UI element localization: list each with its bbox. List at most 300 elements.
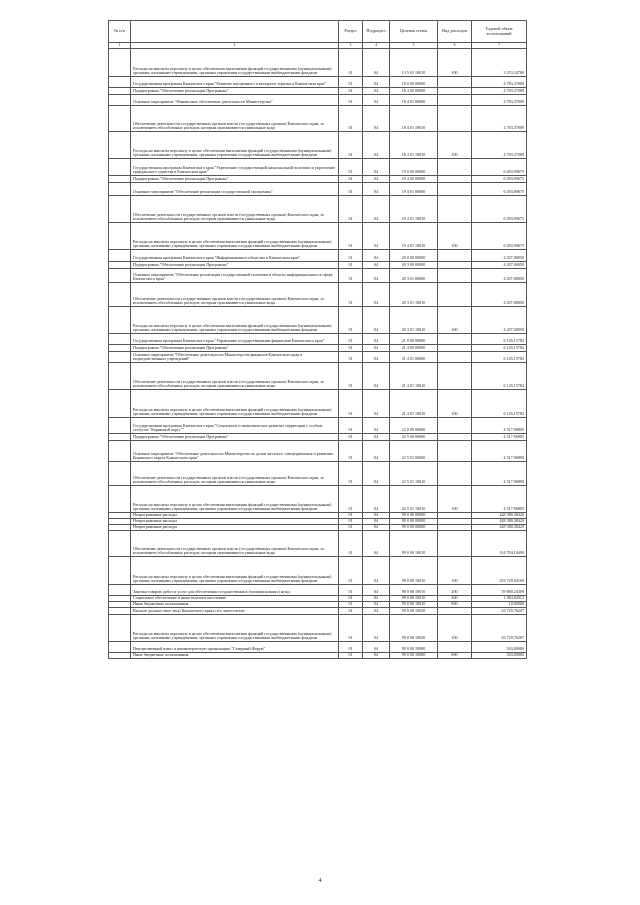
sum-cell: 4 207,00050: [472, 307, 527, 334]
table-row: [109, 557, 527, 585]
num-cell: [109, 531, 131, 557]
name-cell: Основное мероприятие "Финансовое обеспечение деятельности Министерства": [131, 95, 339, 106]
num-cell: [109, 486, 131, 513]
sum-cell: 4 207,00050: [472, 269, 527, 283]
razdel-cell: 01: [339, 250, 363, 262]
num-cell: [109, 132, 131, 159]
num-cell: [109, 196, 131, 223]
sum-cell: 6 493,90675: [472, 223, 527, 250]
vr-cell: [438, 434, 472, 441]
vr-cell: 100: [438, 486, 472, 513]
num-cell: [109, 390, 131, 418]
header-vr: Вид расходов: [438, 21, 472, 43]
razdel-cell: 01: [339, 642, 363, 653]
header-csr: Целевая статья: [390, 21, 438, 43]
table-row: [109, 608, 527, 615]
podrazdel-cell: 04: [363, 106, 390, 132]
podrazdel-cell: 04: [363, 486, 390, 513]
podrazdel-cell: 04: [363, 262, 390, 269]
sum-cell: 6 145,15782: [472, 363, 527, 390]
vr-cell: [438, 106, 472, 132]
name-cell: Обеспечение деятельности государственных органов власти (государственных органов) Камчатского края, за исключением обособленных расходов, которым присваиваются уникальные коды: [131, 196, 339, 223]
csr-cell: 99 0 00 10010: [390, 557, 438, 585]
vr-cell: [438, 196, 472, 223]
razdel-cell: 01: [339, 513, 363, 519]
razdel-cell: 01: [339, 223, 363, 250]
table-row: [109, 642, 527, 653]
budget-allocation-table: [108, 20, 527, 659]
name-cell: Обеспечение деятельности государственных органов власти (государственных органов) Камчатского края, за исключением обособленных расходов, которым присваиваются уникальные коды: [131, 283, 339, 307]
name-cell: Государственная программа Камчатского края "Социальное и экономическое развитие территории с особым статусом "Корякский округ"": [131, 418, 339, 434]
num-cell: [109, 608, 131, 615]
table-row: [109, 269, 527, 283]
sum-cell: 6 493,90675: [472, 159, 527, 176]
podrazdel-cell: 04: [363, 434, 390, 441]
table-row: [109, 434, 527, 441]
csr-cell: 20 3 01 10010: [390, 307, 438, 334]
csr-cell: 21 4 01 10010: [390, 390, 438, 418]
num-cell: [109, 262, 131, 269]
vr-cell: 100: [438, 49, 472, 77]
num-cell: [109, 106, 131, 132]
name-cell: Непрограммные расходы: [131, 519, 339, 525]
csr-cell: 99 0 00 10010: [390, 531, 438, 557]
csr-cell: 19 4 01 00000: [390, 183, 438, 196]
razdel-cell: 01: [339, 486, 363, 513]
name-cell: Расходы на выплаты персоналу в целях обеспечения выполнения функций государственными (муниципальными) органами, казенными учреждениями, органами управления государственными внебюджетными фондами: [131, 615, 339, 642]
csr-cell: 19 0 00 00000: [390, 159, 438, 176]
podrazdel-cell: 04: [363, 283, 390, 307]
razdel-cell: 01: [339, 183, 363, 196]
sum-cell: 6 493,90675: [472, 176, 527, 183]
csr-cell: 22 5 01 10010: [390, 462, 438, 486]
num-cell: [109, 223, 131, 250]
index-cell: 5: [390, 43, 438, 49]
num-cell: [109, 269, 131, 283]
num-cell: [109, 95, 131, 106]
vr-cell: [438, 88, 472, 95]
csr-cell: 20 0 00 00000: [390, 250, 438, 262]
vr-cell: [438, 363, 472, 390]
razdel-cell: 01: [339, 585, 363, 596]
csr-cell: 21 4 01 00000: [390, 352, 438, 363]
index-cell: 3: [339, 43, 363, 49]
num-cell: [109, 176, 131, 183]
name-cell: Подпрограмма "Обеспечение реализации Программы": [131, 262, 339, 269]
sum-cell: 428 380,38420: [472, 525, 527, 531]
razdel-cell: 01: [339, 602, 363, 608]
podrazdel-cell: 04: [363, 653, 390, 659]
razdel-cell: 01: [339, 269, 363, 283]
podrazdel-cell: 04: [363, 462, 390, 486]
podrazdel-cell: 04: [363, 642, 390, 653]
podrazdel-cell: 04: [363, 49, 390, 77]
csr-cell: 18 0 00 00000: [390, 77, 438, 88]
num-cell: [109, 363, 131, 390]
sum-cell: 4 317,96805: [472, 418, 527, 434]
name-cell: Подпрограмма "Обеспечение реализации Программы": [131, 88, 339, 95]
podrazdel-cell: 04: [363, 95, 390, 106]
table-row: [109, 352, 527, 363]
vr-cell: [438, 283, 472, 307]
csr-cell: 99 0 00 10010: [390, 585, 438, 596]
table-row: [109, 77, 527, 88]
vr-cell: 100: [438, 615, 472, 642]
sum-cell: 428 380,38420: [472, 513, 527, 519]
csr-cell: 22 5 01 10010: [390, 486, 438, 513]
name-cell: Обеспечение деятельности государственных органов власти (государственных органов) Камчатского края, за исключением обособленных расходов, которым присваиваются уникальные коды: [131, 462, 339, 486]
num-cell: [109, 283, 131, 307]
csr-cell: 21 4 01 10010: [390, 363, 438, 390]
num-cell: [109, 345, 131, 352]
table-row: [109, 653, 527, 659]
vr-cell: 800: [438, 653, 472, 659]
sum-cell: 6 145,15782: [472, 345, 527, 352]
razdel-cell: 01: [339, 653, 363, 659]
podrazdel-cell: 04: [363, 531, 390, 557]
name-cell: Государственная программа Камчатского края "Укрепление государственной национальной политики и укрепление гражданского единства в Камчатском крае": [131, 159, 339, 176]
razdel-cell: 01: [339, 531, 363, 557]
podrazdel-cell: 04: [363, 88, 390, 95]
sum-cell: 4 783,37009: [472, 132, 527, 159]
num-cell: [109, 334, 131, 345]
sum-cell: 4 783,37009: [472, 95, 527, 106]
table-row: [109, 585, 527, 596]
csr-cell: 22 0 00 00000: [390, 418, 438, 434]
razdel-cell: 01: [339, 283, 363, 307]
name-cell: Подпрограмма "Обеспечение реализации Программы": [131, 176, 339, 183]
podrazdel-cell: 04: [363, 223, 390, 250]
table-header-row: [109, 21, 527, 43]
sum-cell: 4 783,37009: [472, 88, 527, 95]
razdel-cell: 01: [339, 132, 363, 159]
vr-cell: [438, 608, 472, 615]
razdel-cell: 01: [339, 196, 363, 223]
podrazdel-cell: 04: [363, 363, 390, 390]
name-cell: Расходы на выплаты персоналу в целях обеспечения выполнения функций государственными (муниципальными) органами, казенными учреждениями, органами управления государственными внебюджетными фондами: [131, 132, 339, 159]
vr-cell: [438, 352, 472, 363]
podrazdel-cell: 04: [363, 513, 390, 519]
podrazdel-cell: 04: [363, 176, 390, 183]
razdel-cell: 01: [339, 77, 363, 88]
razdel-cell: 01: [339, 95, 363, 106]
vr-cell: [438, 642, 472, 653]
table-row: [109, 363, 527, 390]
podrazdel-cell: 04: [363, 334, 390, 345]
name-cell: Непрограммные расходы: [131, 513, 339, 519]
vr-cell: [438, 531, 472, 557]
razdel-cell: 01: [339, 462, 363, 486]
csr-cell: 99 0 00 10020: [390, 615, 438, 642]
podrazdel-cell: 04: [363, 557, 390, 585]
header-sum: Годовой объем ассигнований: [472, 21, 527, 43]
sum-cell: 4 207,00050: [472, 262, 527, 269]
num-cell: [109, 418, 131, 434]
num-cell: [109, 653, 131, 659]
podrazdel-cell: 04: [363, 525, 390, 531]
table-row: [109, 307, 527, 334]
sum-cell: 6 145,15782: [472, 352, 527, 363]
razdel-cell: 01: [339, 88, 363, 95]
name-cell: Государственная программа Камчатского края "Развитие внутреннего и въездного туризма в Камчатском крае": [131, 77, 339, 88]
sum-cell: 4 317,96805: [472, 462, 527, 486]
name-cell: Высшее должностное лицо Камчатского края и его заместители: [131, 608, 339, 615]
razdel-cell: 01: [339, 390, 363, 418]
sum-cell: 6 145,15782: [472, 334, 527, 345]
sum-cell: 4 207,00050: [472, 250, 527, 262]
table-row: [109, 106, 527, 132]
vr-cell: [438, 441, 472, 462]
name-cell: Подпрограмма "Обеспечение реализации Программы": [131, 434, 339, 441]
num-cell: [109, 49, 131, 77]
podrazdel-cell: 04: [363, 352, 390, 363]
index-cell: 6: [438, 43, 472, 49]
sum-cell: 4 317,96805: [472, 486, 527, 513]
num-cell: [109, 352, 131, 363]
vr-cell: [438, 462, 472, 486]
vr-cell: [438, 269, 472, 283]
sum-cell: 4 783,37009: [472, 106, 527, 132]
num-cell: [109, 585, 131, 596]
table-row: [109, 223, 527, 250]
vr-cell: 100: [438, 307, 472, 334]
header-razdel: Раздел: [339, 21, 363, 43]
podrazdel-cell: 04: [363, 615, 390, 642]
name-cell: Основное мероприятие "Обеспечение деятельности Министерства финансов Камчатского края и подведомственных учреждений": [131, 352, 339, 363]
sum-cell: 253 729,04169: [472, 557, 527, 585]
sum-cell: 63 729,76207: [472, 615, 527, 642]
csr-cell: 20 3 01 00000: [390, 269, 438, 283]
podrazdel-cell: 04: [363, 596, 390, 602]
num-cell: [109, 250, 131, 262]
razdel-cell: 01: [339, 441, 363, 462]
table-row: [109, 390, 527, 418]
num-cell: [109, 557, 131, 585]
podrazdel-cell: 04: [363, 441, 390, 462]
table-row: [109, 486, 527, 513]
num-cell: [109, 642, 131, 653]
podrazdel-cell: 04: [363, 390, 390, 418]
podrazdel-cell: 04: [363, 183, 390, 196]
podrazdel-cell: 04: [363, 307, 390, 334]
csr-cell: 99 0 00 10010: [390, 596, 438, 602]
index-cell: 2: [131, 43, 339, 49]
podrazdel-cell: 04: [363, 159, 390, 176]
name-cell: Расходы на выплаты персоналу в целях обеспечения выполнения функций государственными (муниципальными) органами, казенными учреждениями, органами управления государственными внебюджетными фондами: [131, 223, 339, 250]
razdel-cell: 01: [339, 49, 363, 77]
budget-table-page: [108, 20, 526, 659]
csr-cell: 99 0 00 10080: [390, 653, 438, 659]
table-row: [109, 88, 527, 95]
table-row: [109, 95, 527, 106]
name-cell: Имущественный взнос в некоммерческую организацию "Северный Форум": [131, 642, 339, 653]
name-cell: Социальное обеспечение и иные выплаты населению: [131, 596, 339, 602]
num-cell: [109, 183, 131, 196]
csr-cell: 19 4 01 10010: [390, 223, 438, 250]
sum-cell: 428 380,38420: [472, 519, 527, 525]
razdel-cell: 01: [339, 176, 363, 183]
table-row: [109, 250, 527, 262]
vr-cell: [438, 176, 472, 183]
table-row: [109, 334, 527, 345]
header-num: № п/п: [109, 21, 131, 43]
razdel-cell: 01: [339, 363, 363, 390]
sum-cell: 4 783,37009: [472, 77, 527, 88]
razdel-cell: 01: [339, 352, 363, 363]
num-cell: [109, 434, 131, 441]
name-cell: Расходы на выплаты персоналу в целях обеспечения выполнения функций государственными (муниципальными) органами, казенными учреждениями, органами управления государственными внебюджетными фондами: [131, 557, 339, 585]
sum-cell: 3 253,34780: [472, 49, 527, 77]
csr-cell: 18 4 01 00000: [390, 95, 438, 106]
num-cell: [109, 615, 131, 642]
table-row: [109, 196, 527, 223]
vr-cell: [438, 262, 472, 269]
table-body: [109, 49, 527, 659]
razdel-cell: 01: [339, 262, 363, 269]
razdel-cell: 01: [339, 525, 363, 531]
page-number: 4: [318, 878, 322, 884]
podrazdel-cell: 04: [363, 519, 390, 525]
razdel-cell: 01: [339, 159, 363, 176]
vr-cell: [438, 159, 472, 176]
csr-cell: 18 4 01 10010: [390, 106, 438, 132]
vr-cell: [438, 77, 472, 88]
vr-cell: 100: [438, 132, 472, 159]
podrazdel-cell: 04: [363, 418, 390, 434]
table-row: [109, 462, 527, 486]
csr-cell: 21 0 00 00000: [390, 334, 438, 345]
num-cell: [109, 462, 131, 486]
razdel-cell: 01: [339, 596, 363, 602]
csr-cell: 18 4 00 00000: [390, 88, 438, 95]
podrazdel-cell: 04: [363, 585, 390, 596]
table-row: [109, 441, 527, 462]
name-cell: Основное мероприятие "Обеспечение реализации государственной программы": [131, 183, 339, 196]
name-cell: Основное мероприятие "Обеспечение деятельности Министерства по делам местного самоуправления и развитию Корякского округа Камчатского края": [131, 441, 339, 462]
razdel-cell: 01: [339, 307, 363, 334]
name-cell: Обеспечение деятельности государственных органов власти (государственных органов) Камчатского края, за исключением обособленных расходов, которым присваиваются уникальные коды: [131, 363, 339, 390]
podrazdel-cell: 04: [363, 608, 390, 615]
razdel-cell: 01: [339, 608, 363, 615]
name-cell: Основное мероприятие "Обеспечение реализации государственной политики в области информационного в сфере Камчатского края": [131, 269, 339, 283]
table-row: [109, 49, 527, 77]
table-row: [109, 615, 527, 642]
sum-cell: 63 729,76207: [472, 608, 527, 615]
name-cell: Государственная программа Камчатского края "Информационное общество в Камчатском крае": [131, 250, 339, 262]
header-name: [131, 21, 339, 43]
name-cell: Закупка товаров, работ и услуг для обеспечения государственных (муниципальных) нужд: [131, 585, 339, 596]
csr-cell: 13 5 01 10010: [390, 49, 438, 77]
name-cell: Непрограммные расходы: [131, 525, 339, 531]
csr-cell: 18 4 01 10010: [390, 132, 438, 159]
csr-cell: 19 4 01 10010: [390, 196, 438, 223]
vr-cell: 100: [438, 223, 472, 250]
podrazdel-cell: 04: [363, 345, 390, 352]
sum-cell: 6 493,90675: [472, 196, 527, 223]
podrazdel-cell: 04: [363, 602, 390, 608]
sum-cell: 10,00000: [472, 602, 527, 608]
index-cell: 1: [109, 43, 131, 49]
podrazdel-cell: 04: [363, 132, 390, 159]
name-cell: Расходы на выплаты персоналу в целях обеспечения выполнения функций государственными (муниципальными) органами, казенными учреждениями, органами управления государственными внебюджетными фондами: [131, 390, 339, 418]
sum-cell: 543,00000: [472, 642, 527, 653]
name-cell: Государственная программа Камчатского края "Управление государственными финансами Камчатского края": [131, 334, 339, 345]
csr-cell: 21 4 00 00000: [390, 345, 438, 352]
table-row: [109, 262, 527, 269]
csr-cell: 99 0 00 10080: [390, 642, 438, 653]
index-cell: 7: [472, 43, 527, 49]
razdel-cell: 01: [339, 345, 363, 352]
num-cell: [109, 159, 131, 176]
vr-cell: [438, 183, 472, 196]
vr-cell: [438, 334, 472, 345]
vr-cell: [438, 95, 472, 106]
num-cell: [109, 77, 131, 88]
vr-cell: [438, 418, 472, 434]
csr-cell: 19 4 00 00000: [390, 176, 438, 183]
vr-cell: 800: [438, 602, 472, 608]
razdel-cell: 01: [339, 615, 363, 642]
razdel-cell: 01: [339, 106, 363, 132]
table-row: [109, 176, 527, 183]
vr-cell: 200: [438, 585, 472, 596]
name-cell: Иные бюджетные ассигнования: [131, 653, 339, 659]
sum-cell: 4 207,00050: [472, 283, 527, 307]
sum-cell: 543,00000: [472, 653, 527, 659]
csr-cell: 22 5 00 00000: [390, 434, 438, 441]
csr-cell: 99 0 00 00000: [390, 513, 438, 519]
name-cell: Обеспечение деятельности государственных органов власти (государственных органов) Камчатского края, за исключением обособленных расходов, которым присваиваются уникальные коды: [131, 531, 339, 557]
sum-cell: 59 880,24309: [472, 585, 527, 596]
csr-cell: 99 0 00 00000: [390, 519, 438, 525]
table-row: [109, 283, 527, 307]
name-cell: Иные бюджетные ассигнования: [131, 602, 339, 608]
sum-cell: 4 317,96805: [472, 434, 527, 441]
sum-cell: 4 317,96805: [472, 441, 527, 462]
razdel-cell: 01: [339, 418, 363, 434]
vr-cell: 100: [438, 390, 472, 418]
num-cell: [109, 307, 131, 334]
podrazdel-cell: 04: [363, 250, 390, 262]
csr-cell: 99 0 00 10020: [390, 608, 438, 615]
vr-cell: 300: [438, 596, 472, 602]
name-cell: Расходы на выплаты персоналу в целях обеспечения выполнения функций государственными (муниципальными) органами, казенными учреждениями, органами управления государственными внебюджетными фондами: [131, 307, 339, 334]
header-podrazdel: Подраздел: [363, 21, 390, 43]
name-cell: Расходы на выплаты персоналу в целях обеспечения выполнения функций государственными (муниципальными) органами, казенными учреждениями, органами управления государственными внебюджетными фондами: [131, 49, 339, 77]
csr-cell: 20 3 01 10010: [390, 283, 438, 307]
table-row: [109, 531, 527, 557]
vr-cell: 100: [438, 557, 472, 585]
razdel-cell: 01: [339, 434, 363, 441]
num-cell: [109, 441, 131, 462]
csr-cell: 20 3 00 00000: [390, 262, 438, 269]
sum-cell: 1 084,82012: [472, 596, 527, 602]
podrazdel-cell: 04: [363, 77, 390, 88]
num-cell: [109, 88, 131, 95]
vr-cell: [438, 250, 472, 262]
csr-cell: 99 0 00 10010: [390, 602, 438, 608]
podrazdel-cell: 04: [363, 196, 390, 223]
table-row: [109, 418, 527, 434]
table-row: [109, 345, 527, 352]
sum-cell: 314 704,10490: [472, 531, 527, 557]
razdel-cell: 01: [339, 334, 363, 345]
razdel-cell: 01: [339, 557, 363, 585]
name-cell: Обеспечение деятельности государственных органов власти (государственных органов) Камчатского края, за исключением обособленных расходов, которым присваиваются уникальные коды: [131, 106, 339, 132]
sum-cell: 6 493,90675: [472, 183, 527, 196]
podrazdel-cell: 04: [363, 269, 390, 283]
csr-cell: 99 0 00 00000: [390, 525, 438, 531]
